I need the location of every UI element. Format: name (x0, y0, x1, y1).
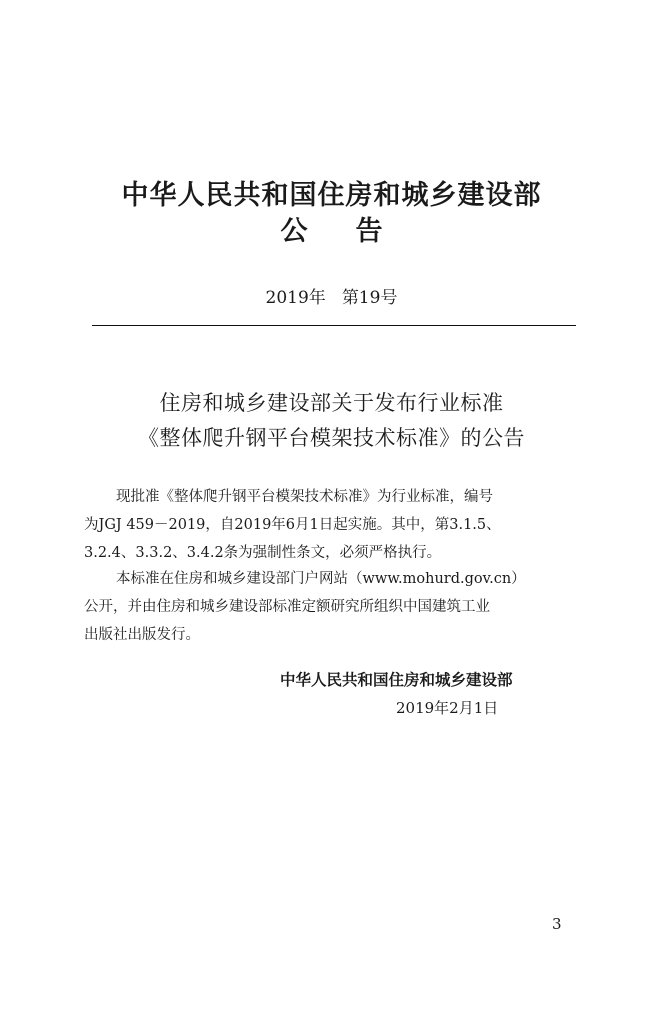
paragraph-line: 3.2.4、3.3.2、3.4.2条为强制性条文，必须严格执行。 (84, 545, 442, 561)
paragraph-line: 出版社出版发行。 (84, 627, 200, 643)
body-paragraph-1 (84, 483, 586, 567)
announcement-label-char-1: 公 (280, 216, 308, 247)
issue-no: 第19号 (341, 288, 398, 308)
issue-number (0, 284, 663, 312)
paragraph-line: 为JGJ 459－2019，自2019年6月1日起实施。其中，第3.1.5、 (84, 517, 501, 533)
issuer-signature: 中华人民共和国住房和城乡建设部 (280, 671, 513, 689)
signature-date: 2019年2月1日 (396, 699, 499, 717)
paragraph-line: 本标准在住房和城乡建设部门户网站（www.mohurd.gov.cn） (116, 571, 526, 587)
notice-title-line-1: 住房和城乡建设部关于发布行业标准 (159, 391, 504, 415)
header-divider (92, 325, 576, 326)
paragraph-line: 公开，并由住房和城乡建设部标准定额研究所组织中国建筑工业 (84, 599, 490, 615)
notice-title-line-2: 《整体爬升钢平台模架技术标准》的公告 (138, 426, 525, 450)
ministry-title: 中华人民共和国住房和城乡建设部 (121, 180, 542, 211)
announcement-label (0, 212, 663, 252)
announcement-label-char-2: 告 (355, 216, 383, 247)
body-paragraph-2 (84, 565, 586, 649)
page-number: 3 (552, 915, 562, 933)
paragraph-line: 现批准《整体爬升钢平台模架技术标准》为行业标准，编号 (116, 489, 493, 505)
issue-year: 2019年 (265, 288, 326, 308)
